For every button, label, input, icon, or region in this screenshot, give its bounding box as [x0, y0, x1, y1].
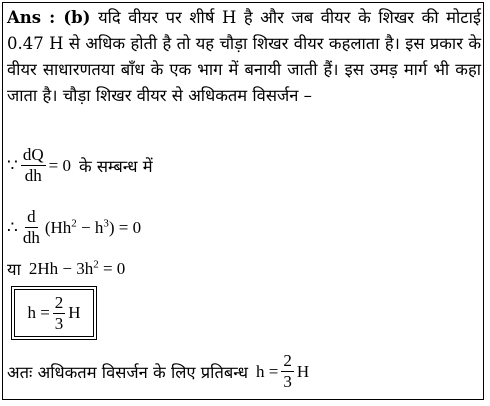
boxed-result	[11, 286, 97, 340]
equals-zero: = 0	[48, 155, 71, 175]
answer-prefix: Ans : (b)	[7, 8, 91, 27]
final-text: अतः अधिकतम विसर्जन के लिए प्रतिबन्ध	[7, 363, 249, 382]
or-label: या	[7, 260, 21, 279]
derivative-fraction	[21, 145, 46, 186]
d-dh-fraction	[21, 207, 42, 248]
final-condition	[7, 351, 309, 392]
boxed-lhs: h =	[27, 303, 50, 322]
final-fraction: $\frac{2}{3}$	[283, 351, 292, 391]
fraction-denominator: dh	[22, 228, 40, 247]
final-lhs: h =	[256, 361, 279, 381]
fraction-numerator: dQ	[22, 145, 44, 164]
fraction-numerator: d	[27, 207, 36, 226]
since-symbol: ∵	[7, 155, 18, 175]
answer-text: यदि वीयर पर शीर्ष H है और जब वीयर के शिखर की मोटाई 0.47 H से अधिक होती है तो यह चौड़ा शिखर वीयर कहलाता है। इस प्रकार के वीयर साधारणतया बाँध के एक भाग में बनायी जाती हैं। इस उमड़ मार्ग भी कहा जाता है। चौड़ा शिखर वीयर से अधिकतम विसर्जन –	[7, 8, 482, 105]
fraction-denominator: dh	[24, 166, 42, 185]
boxed-var: H	[68, 303, 81, 322]
answer-paragraph	[7, 5, 481, 109]
relation-text: के सम्बन्ध में	[78, 157, 153, 176]
equation-derivative-expression	[7, 207, 141, 248]
simplified-expression: $2Hh - 3h^2 = 0$	[28, 257, 126, 278]
answer-box	[2, 2, 484, 400]
final-var: H	[296, 361, 310, 381]
equation-simplified	[7, 257, 125, 280]
equation-derivative-condition	[7, 145, 153, 186]
therefore-symbol: ∴	[7, 217, 18, 237]
boxed-fraction: $\frac{2}{3}$	[54, 292, 64, 333]
expression: $(Hh^2 - h^3) = 0$	[44, 216, 142, 237]
